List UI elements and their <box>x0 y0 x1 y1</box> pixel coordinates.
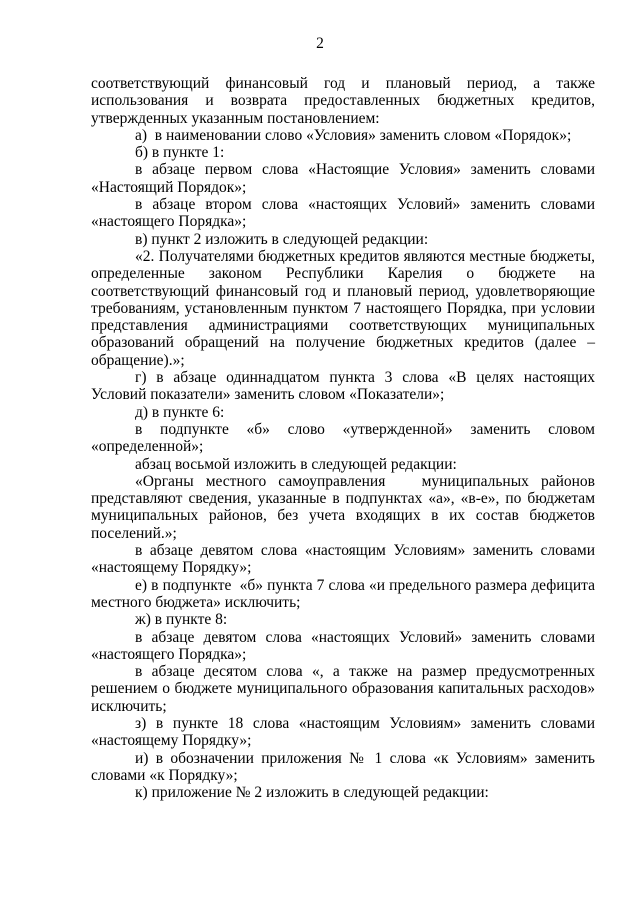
paragraph-item-d: д) в пункте 6: <box>135 403 225 421</box>
paragraph-item-v: в) пункт 2 изложить в следующей редакции: <box>135 230 429 248</box>
paragraph-item-a: а) в наименовании слово «Условия» заменить словом «Порядок»; <box>135 126 572 144</box>
paragraph-item-z: з) в пункте 18 слова «настоящим Условиям» заменить словами «настоящему Порядку»; <box>91 714 599 750</box>
paragraph-d-ninth-abzac: в абзаце девятом слова «настоящим Условиям» заменить словами «настоящему Порядку»; <box>91 542 599 577</box>
paragraph-item-e: е) в подпункте «б» пункта 7 слова «и предельного размера дефицита местного бюджета» исключить; <box>91 576 599 611</box>
paragraph-item-g: г) в абзаце одиннадцатом пункта 3 слова «В целях настоящих Условий показатели» заменить словом «Показатели»; <box>91 369 599 404</box>
paragraph-item-zh: ж) в пункте 8: <box>135 611 228 629</box>
paragraph-continuation: соответствующий финансовый год и плановый период, а также использования и возврата предоставленных бюджетных кредитов, утвержденных указанным постановлением: <box>91 75 599 127</box>
paragraph-zh-tenth-abzac: в абзаце десятом слова «, а также на размер предусмотренных решением о бюджете муниципального образования капитальных расходов» исключить; <box>91 663 599 715</box>
paragraph-d-eighth-abzac-text: «Органы местного самоуправления муниципальных районов представляют сведения, указанные в подпунктах «а», «в-е», по бюджетам муниципальных районов, без учета входящих в их состав бюджетов поселений.»; <box>91 472 599 542</box>
paragraph-d-subpoint-b: в подпункте «б» слово «утвержденной» заменить словом «определенной»; <box>91 420 599 456</box>
paragraph-item-i: и) в обозначении приложения № 1 слова «к Условиям» заменить словами «к Порядку»; <box>91 749 599 784</box>
paragraph-item-k: к) приложение № 2 изложить в следующей редакции: <box>135 784 489 802</box>
paragraph-item-b: б) в пункте 1: <box>135 144 225 162</box>
page-number: 2 <box>316 35 324 52</box>
paragraph-point-2-text: «2. Получателями бюджетных кредитов являются местные бюджеты, определенные законом Республики Карелия о бюджете на соответствующий финансовый год и плановый период, удовлетворяющие требованиям, установленным пунктом 7 настоящего Порядка, при условии представления администрациями соответствующих муниципальных образований обращений на получение бюджетных кредитов (далее – обращение).»; <box>91 247 599 369</box>
paragraph-d-eighth-abzac: абзац восьмой изложить в следующей редакции: <box>135 455 457 473</box>
document-body <box>91 75 599 802</box>
paragraph-b-first-abzac: в абзаце первом слова «Настоящие Условия» заменить словами «Настоящий Порядок»; <box>91 161 599 196</box>
paragraph-b-second-abzac: в абзаце втором слова «настоящих Условий» заменить словами «настоящего Порядка»; <box>91 196 599 231</box>
paragraph-zh-ninth-abzac: в абзаце девятом слова «настоящих Условий» заменить словами «настоящего Порядка»; <box>91 628 599 663</box>
